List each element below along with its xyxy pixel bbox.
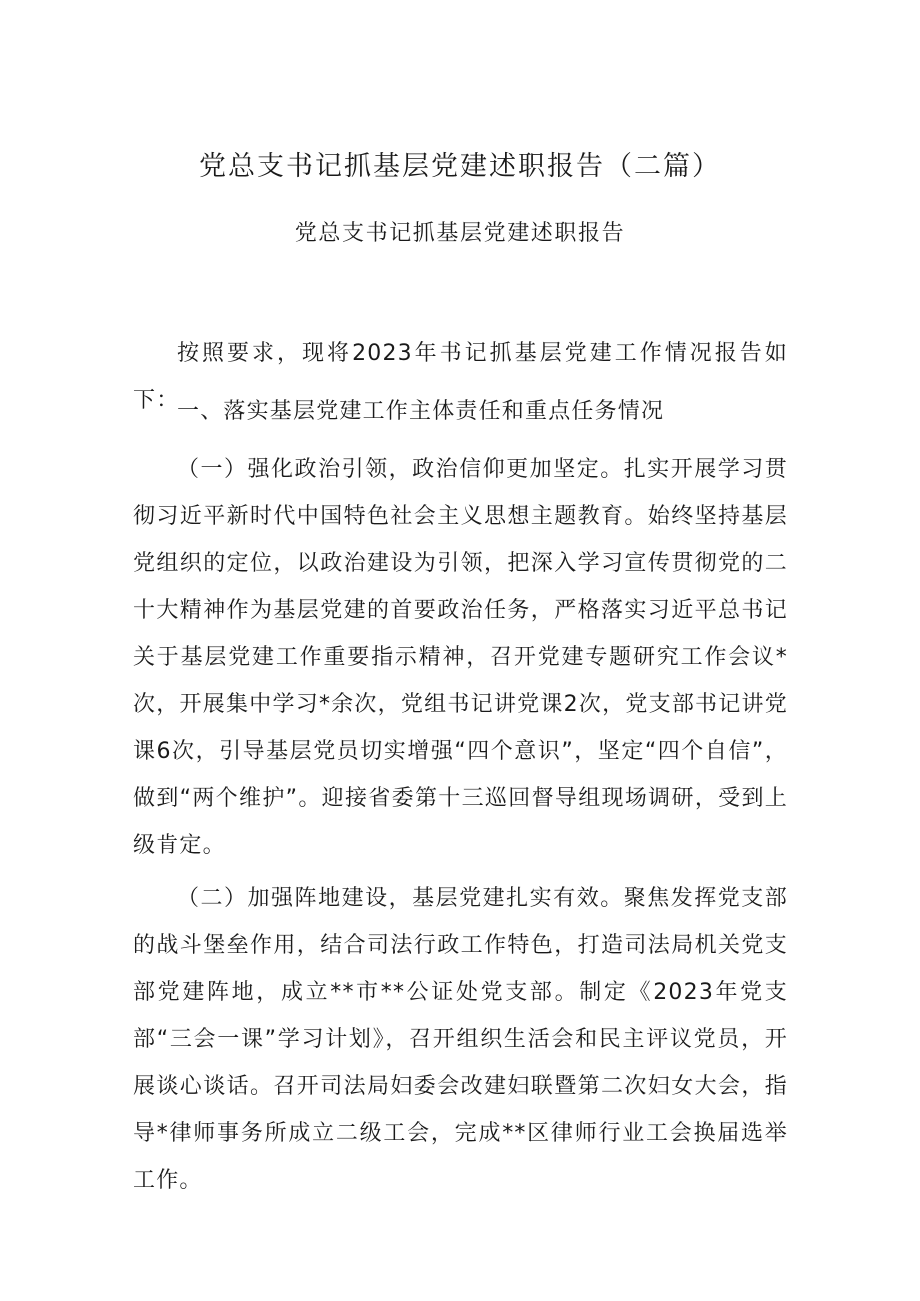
section-heading: 一、落实基层党建工作主体责任和重点任务情况 bbox=[177, 399, 665, 424]
section-paragraph-2: （二）加强阵地建设，基层党建扎实有效。聚焦发挥党支部的战斗堡垒作用，结合司法行政工作特色，打造司法局机关党支部党建阵地，成立**市**公证处党支部。制定《2023年党支部“三会一课”学习计划》，召开组织生活会和民主评议党员，开展谈心谈话。召开司法局妇委会改建妇联暨第二次妇女大会，指导*律师事务所成立二级工会，完成**区律师行业工会换届选举工作。 bbox=[133, 886, 788, 1193]
document-subtitle: 党总支书记抓基层党建述职报告 bbox=[294, 221, 626, 246]
document-title: 党总支书记抓基层党建述职报告（二篇） bbox=[199, 151, 721, 182]
intro-paragraph: 按照要求，现将2023年书记抓基层党建工作情况报告如下： bbox=[133, 341, 788, 413]
section-paragraph-1: （一）强化政治引领，政治信仰更加坚定。扎实开展学习贯彻习近平新时代中国特色社会主义思想主题教育。始终坚持基层党组织的定位，以政治建设为引领，把深入学习宣传贯彻党的二十大精神作为基层党建的首要政治任务，严格落实习近平总书记关于基层党建工作重要指示精神，召开党建专题研究工作会议*次，开展集中学习*余次，党组书记讲党课2次，党支部书记讲党课6次，引导基层党员切实增强“四个意识”，坚定“四个自信”，做到“两个维护”。迎接省委第十三巡回督导组现场调研，受到上级肯定。 bbox=[133, 457, 788, 858]
